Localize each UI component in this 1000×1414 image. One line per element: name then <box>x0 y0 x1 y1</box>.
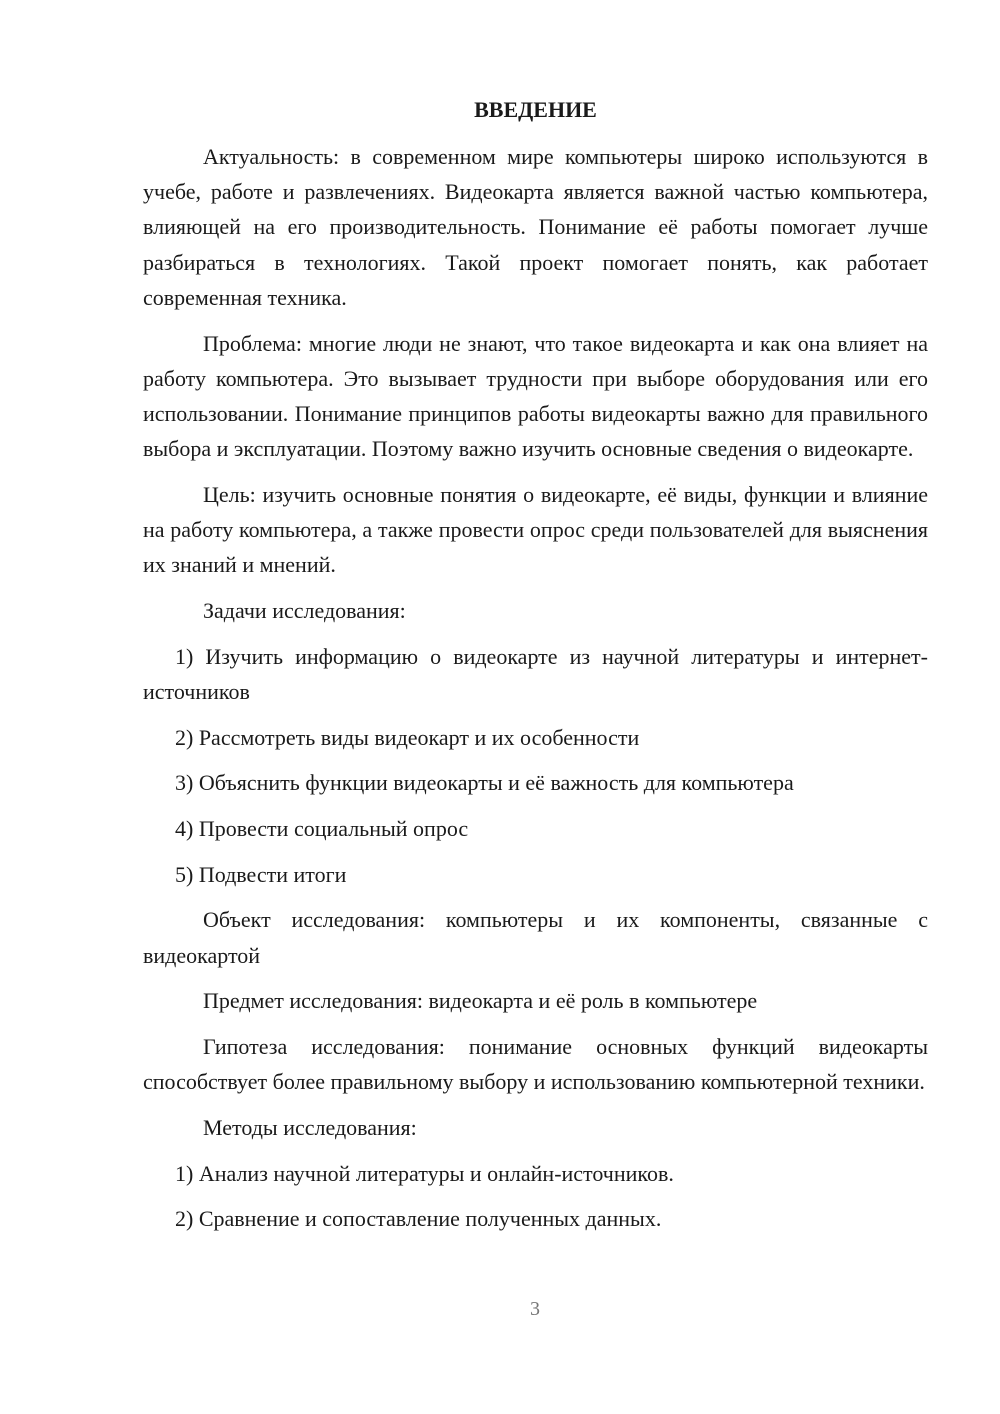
goal-paragraph: Цель: изучить основные понятия о видеокарте, её виды, функции и влияние на работу компьютера, а также провести опрос среди пользователей для выяснения их знаний и мнений. <box>143 481 928 578</box>
tasks-heading: Задачи исследования: <box>203 597 406 623</box>
method-item: 1) Анализ научной литературы и онлайн-источников. <box>175 1160 674 1186</box>
task-item: 3) Объяснить функции видеокарты и её важность для компьютера <box>175 770 794 796</box>
section-title: ВВЕДЕНИЕ <box>474 97 597 122</box>
task-item: 2) Рассмотреть виды видеокарт и их особенности <box>175 724 640 750</box>
subject-paragraph: Предмет исследования: видеокарта и её роль в компьютере <box>203 988 758 1014</box>
task-item: 5) Подвести итоги <box>175 861 347 887</box>
document-page <box>143 92 928 1247</box>
task-item: 1) Изучить информацию о видеокарте из научной литературы и интернет-источников <box>143 643 928 704</box>
problem-paragraph: Проблема: многие люди не знают, что такое видеокарта и как она влияет на работу компьютера. Это вызывает трудности при выборе оборудования или его использовании. Понимание принципов работы видеокарты важно для правильного выбора и эксплуатации. Поэтому важно изучить основные сведения о видеокарте. <box>143 330 928 462</box>
task-item: 4) Провести социальный опрос <box>175 815 469 841</box>
method-item: 2) Сравнение и сопоставление полученных данных. <box>175 1206 662 1232</box>
relevance-paragraph: Актуальность: в современном мире компьютеры широко используются в учебе, работе и развлечениях. Видеокарта является важной частью компьютера, влияющей на его производительность. Понимание её работы помогает лучше разбираться в технологиях. Такой проект помогает понять, как работает современная техника. <box>143 144 928 310</box>
page-number: 3 <box>530 1298 540 1320</box>
methods-heading: Методы исследования: <box>203 1114 417 1140</box>
object-paragraph: Объект исследования: компьютеры и их компоненты, связанные с видеокартой <box>143 907 928 968</box>
hypothesis-paragraph: Гипотеза исследования: понимание основных функций видеокарты способствует более правильному выбору и использованию компьютерной техники. <box>143 1033 928 1095</box>
